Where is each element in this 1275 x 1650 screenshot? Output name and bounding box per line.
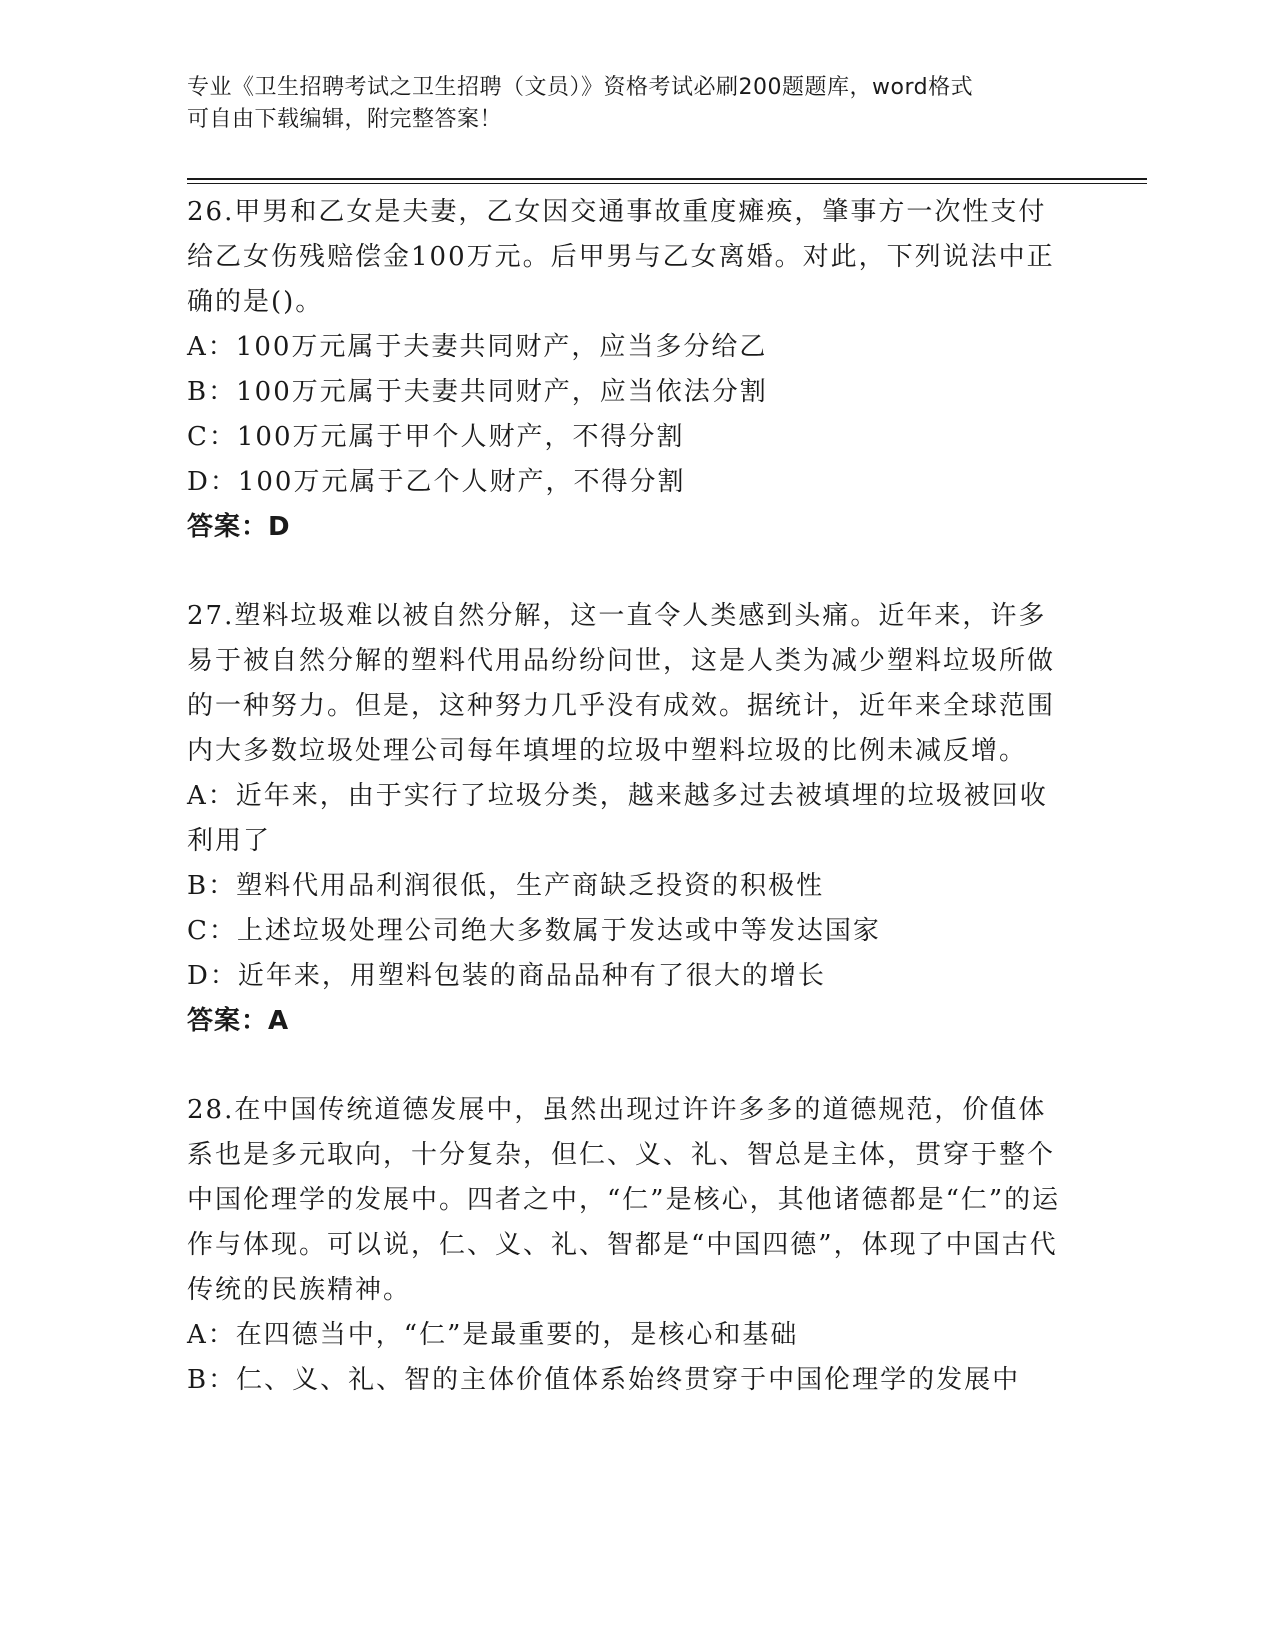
header-divider-thin bbox=[187, 183, 1147, 184]
question-stem: 28.在中国传统道德发展中，虽然出现过许许多多的道德规范，价值体系也是多元取向，十分复杂，但仁、义、礼、智总是主体，贯穿于整个中国伦理学的发展中。四者之中，“仁”是核心，其他诸德都是“仁”的运作与体现。可以说，仁、义、礼、智都是“中国四德”，体现了中国古代传统的民族精神。 bbox=[187, 1095, 1061, 1305]
question-28 bbox=[187, 1088, 1067, 1403]
option-a: A：100万元属于夫妻共同财产，应当多分给乙 bbox=[187, 332, 768, 362]
question-27 bbox=[187, 594, 1067, 1044]
option-a: A：近年来，由于实行了垃圾分类，越来越多过去被填埋的垃圾被回收利用了 bbox=[187, 781, 1048, 856]
option-c: C：上述垃圾处理公司绝大多数属于发达或中等发达国家 bbox=[187, 916, 881, 946]
option-a: A：在四德当中，“仁”是最重要的，是核心和基础 bbox=[187, 1320, 799, 1350]
question-list bbox=[187, 190, 1067, 1447]
option-list bbox=[187, 774, 1067, 999]
header-divider-thick bbox=[187, 178, 1147, 180]
option-list bbox=[187, 325, 1067, 505]
option-list bbox=[187, 1313, 1067, 1403]
option-d: D：100万元属于乙个人财产，不得分割 bbox=[187, 467, 686, 497]
header-line-2: 可自由下载编辑，附完整答案！ bbox=[187, 107, 503, 132]
question-stem: 27.塑料垃圾难以被自然分解，这一直令人类感到头痛。近年来，许多易于被自然分解的塑料代用品纷纷问世，这是人类为减少塑料垃圾所做的一种努力。但是，这种努力几乎没有成效。据统计，近年来全球范围内大多数垃圾处理公司每年填埋的垃圾中塑料垃圾的比例未减反增。 bbox=[187, 601, 1056, 766]
question-26 bbox=[187, 190, 1067, 550]
answer-line: 答案：A bbox=[187, 1006, 290, 1036]
option-b: B：100万元属于夫妻共同财产，应当依法分割 bbox=[187, 377, 768, 407]
option-d: D：近年来，用塑料包装的商品品种有了很大的增长 bbox=[187, 961, 826, 991]
document-header bbox=[187, 72, 1087, 136]
header-line-1: 专业《卫生招聘考试之卫生招聘（文员）》资格考试必刷200题题库，word格式 bbox=[187, 75, 974, 100]
question-stem: 26.甲男和乙女是夫妻，乙女因交通事故重度瘫痪，肇事方一次性支付给乙女伤残赔偿金100万元。后甲男与乙女离婚。对此，下列说法中正确的是()。 bbox=[187, 197, 1055, 317]
answer-line: 答案：D bbox=[187, 512, 291, 542]
option-c: C：100万元属于甲个人财产，不得分割 bbox=[187, 422, 685, 452]
option-b: B：仁、义、礼、智的主体价值体系始终贯穿于中国伦理学的发展中 bbox=[187, 1365, 1021, 1395]
option-b: B：塑料代用品利润很低，生产商缺乏投资的积极性 bbox=[187, 871, 825, 901]
